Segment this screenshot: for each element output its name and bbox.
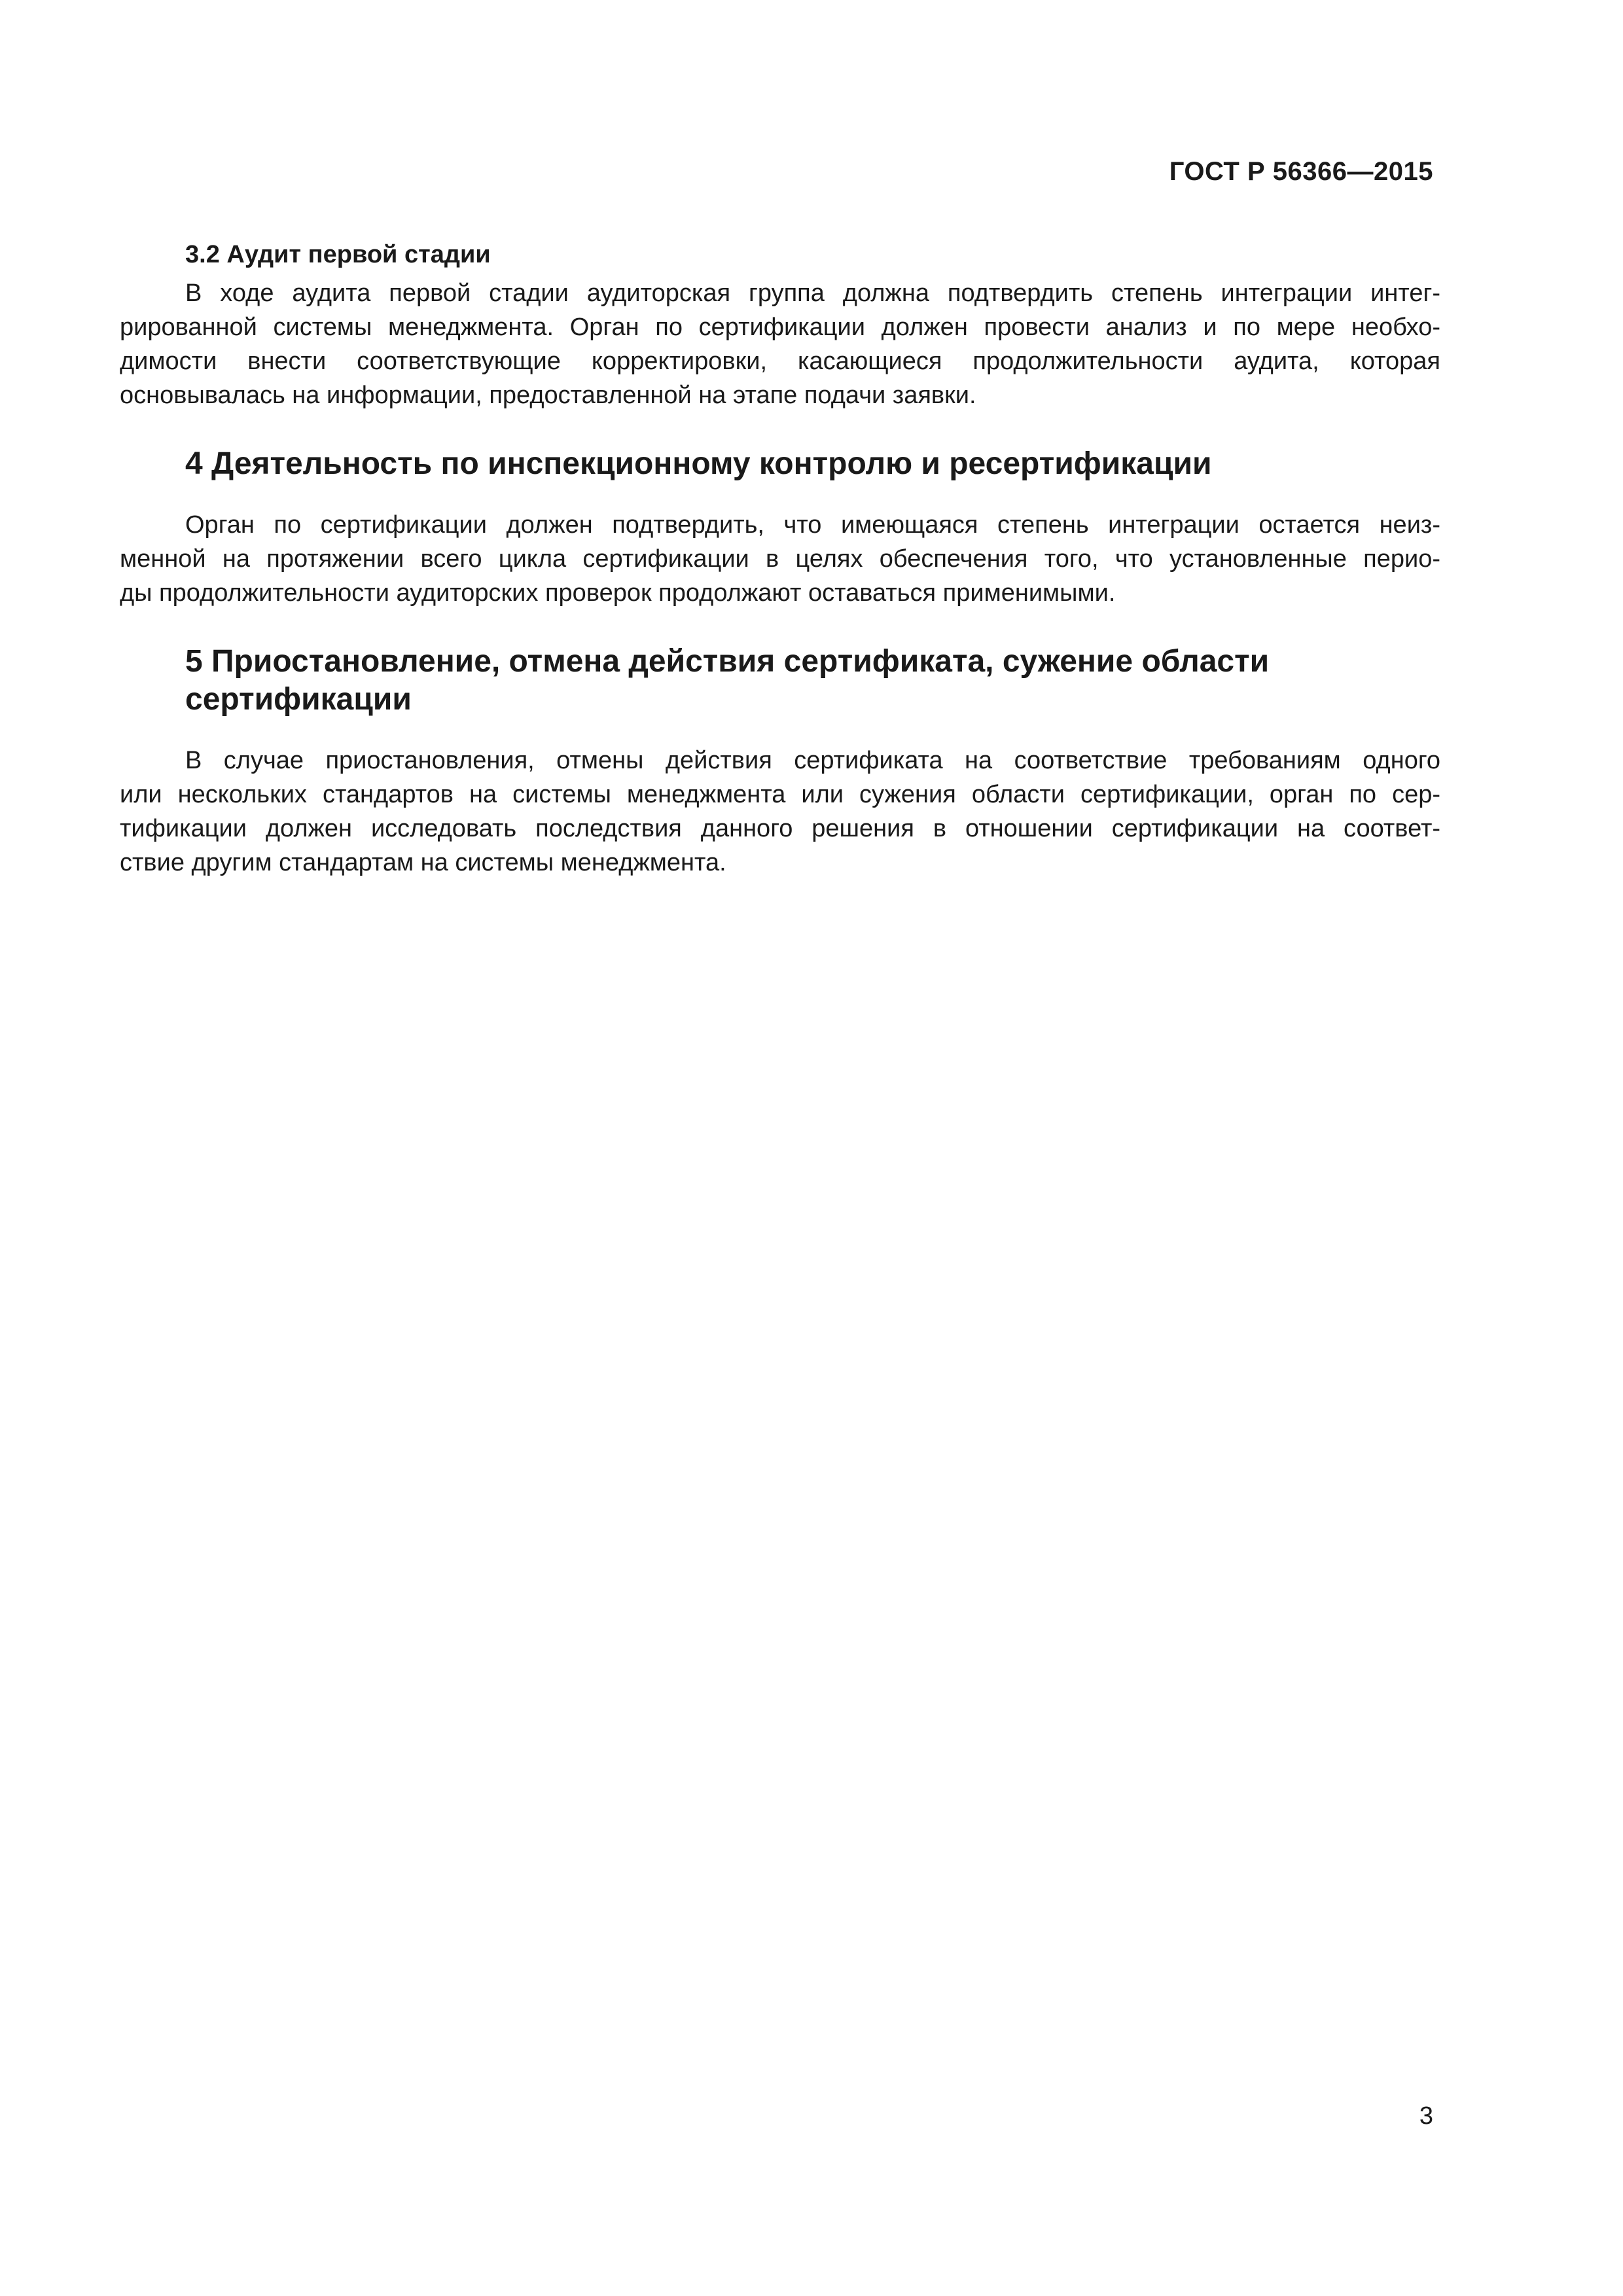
paragraph-5 [120, 744, 1440, 880]
paragraph-line: рированной системы менеджмента. Орган по сертификации должен провести анализ и по мере необхо- [120, 314, 1440, 341]
paragraph-line: ствие другим стандартам на системы менеджмента. [120, 849, 726, 876]
paragraph-line: или нескольких стандартов на системы менеджмента или сужения области сертификации, орган по сер- [120, 781, 1440, 808]
section-title-5-line2: сертификации [185, 682, 412, 717]
paragraph-line: В ходе аудита первой стадии аудиторская группа должна подтвердить степень интеграции интег- [185, 279, 1440, 307]
paragraph-line: основывалась на информации, предоставленной на этапе подачи заявки. [120, 382, 976, 409]
paragraph-3-2 [120, 276, 1440, 412]
paragraph-line: тификации должен исследовать последствия данного решения в отношении сертификации на соответ- [120, 815, 1440, 842]
section-title-5 [120, 643, 1440, 719]
paragraph-line: Орган по сертификации должен подтвердить, что имеющаяся степень интеграции остается неиз- [185, 511, 1440, 539]
page-number: 3 [1419, 2102, 1433, 2130]
paragraph-line: димости внести соответствующие корректировки, касающиеся продолжительности аудита, которая [120, 348, 1440, 375]
paragraph-line: ды продолжительности аудиторских проверок продолжают оставаться применимыми. [120, 579, 1116, 607]
page-content [120, 237, 1440, 880]
document-code: ГОСТ Р 56366—2015 [1169, 157, 1433, 186]
paragraph-4 [120, 508, 1440, 610]
section-title-5-line1: 5 Приостановление, отмена действия сертификата, сужение области [185, 644, 1270, 679]
section-title-4: 4 Деятельность по инспекционному контролю и ресертификации [185, 446, 1212, 481]
paragraph-line: менной на протяжении всего цикла сертификации в целях обеспечения того, что установленные перио- [120, 545, 1440, 573]
paragraph-line: В случае приостановления, отмены действия сертификата на соответствие требованиям одного [185, 747, 1440, 774]
subsection-title-3-2: 3.2 Аудит первой стадии [185, 241, 491, 268]
